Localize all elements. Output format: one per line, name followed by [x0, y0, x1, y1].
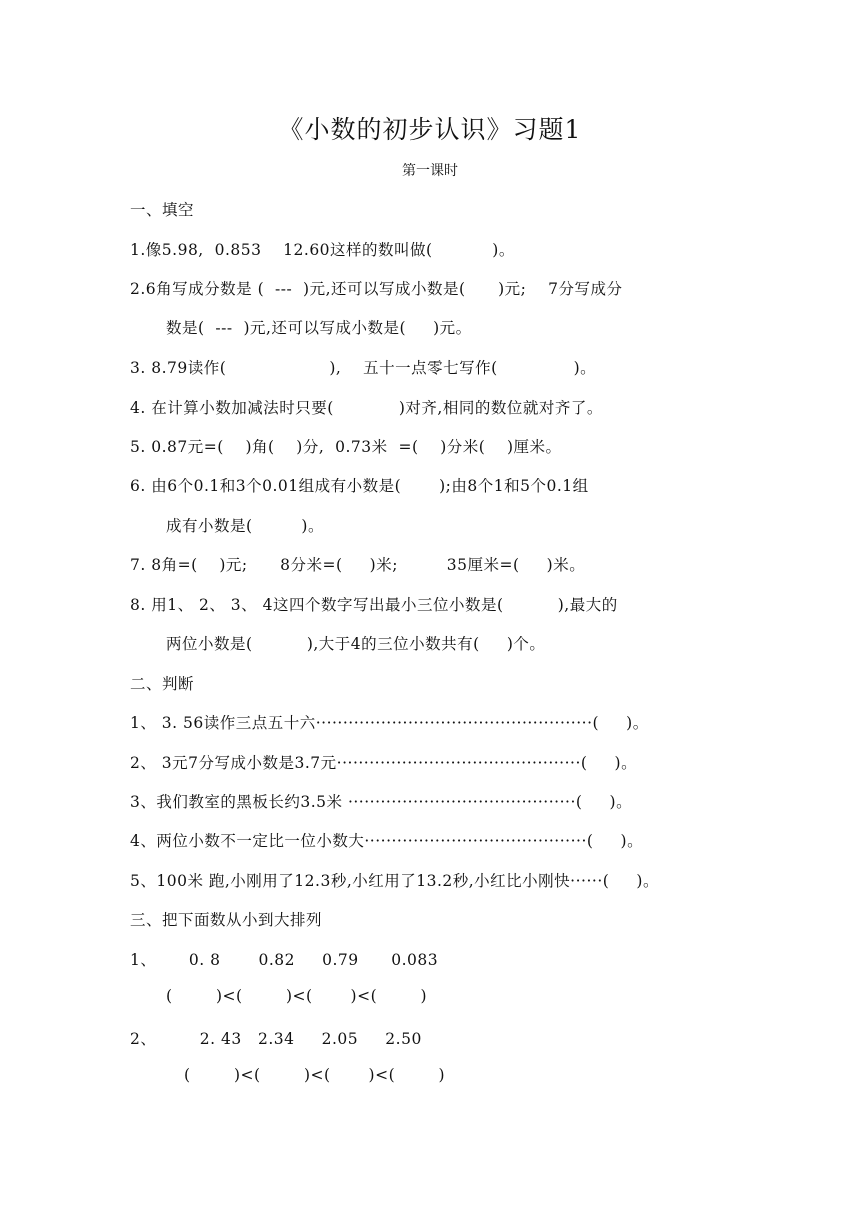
judge-item: 1、 3. 56读作三点五十六···················································( )。	[130, 714, 649, 732]
question-line: 7. 8角=( )元; 8分米=( )米; 35厘米=( )米。	[130, 556, 586, 574]
section-heading-order: 三、把下面数从小到大排列	[130, 911, 323, 929]
question-line: 5. 0.87元=( )角( )分, 0.73米 =( )分米( )厘米。	[130, 438, 562, 456]
order-blanks: ( )<( )<( )<( )	[166, 987, 428, 1005]
judge-item: 2、 3元7分写成小数是3.7元·············································( )。	[130, 754, 638, 772]
section-heading-fill-in: 一、填空	[130, 201, 195, 219]
page-title: 《小数的初步认识》习题1	[278, 115, 582, 144]
question-line: 6. 由6个0.1和3个0.01组成有小数是( );由8个1和5个0.1组	[130, 477, 589, 495]
page-subtitle: 第一课时	[402, 163, 458, 179]
order-blanks: ( )<( )<( )<( )	[184, 1066, 446, 1084]
judge-item: 3、我们教室的黑板长约3.5米 ··········································( )。	[130, 793, 633, 811]
order-numbers: 2、 2. 43 2.34 2.05 2.50	[130, 1030, 422, 1048]
question-line: 1.像5.98, 0.853 12.60这样的数叫做( )。	[130, 241, 515, 259]
question-line: 4. 在计算小数加减法时只要( )对齐,相同的数位就对齐了。	[130, 399, 603, 417]
section-heading-judge: 二、判断	[130, 675, 195, 693]
question-line-continued: 数是( --- )元,还可以写成小数是( )元。	[166, 319, 472, 337]
question-line: 8. 用1、 2、 3、 4这四个数字写出最小三位小数是( ),最大的	[130, 596, 618, 614]
question-line-continued: 成有小数是( )。	[166, 517, 324, 535]
order-numbers: 1、 0. 8 0.82 0.79 0.083	[130, 951, 439, 969]
question-line: 2.6角写成分数是 ( --- )元,还可以写成小数是( )元; 7分写成分	[130, 280, 623, 298]
question-line: 3. 8.79读作( ), 五十一点零七写作( )。	[130, 359, 597, 377]
judge-item: 4、两位小数不一定比一位小数大·········································( )。	[130, 832, 644, 850]
judge-item: 5、100米 跑,小刚用了12.3秒,小红用了13.2秒,小红比小刚快······( )。	[130, 872, 659, 890]
question-line-continued: 两位小数是( ),大于4的三位小数共有( )个。	[166, 635, 546, 653]
